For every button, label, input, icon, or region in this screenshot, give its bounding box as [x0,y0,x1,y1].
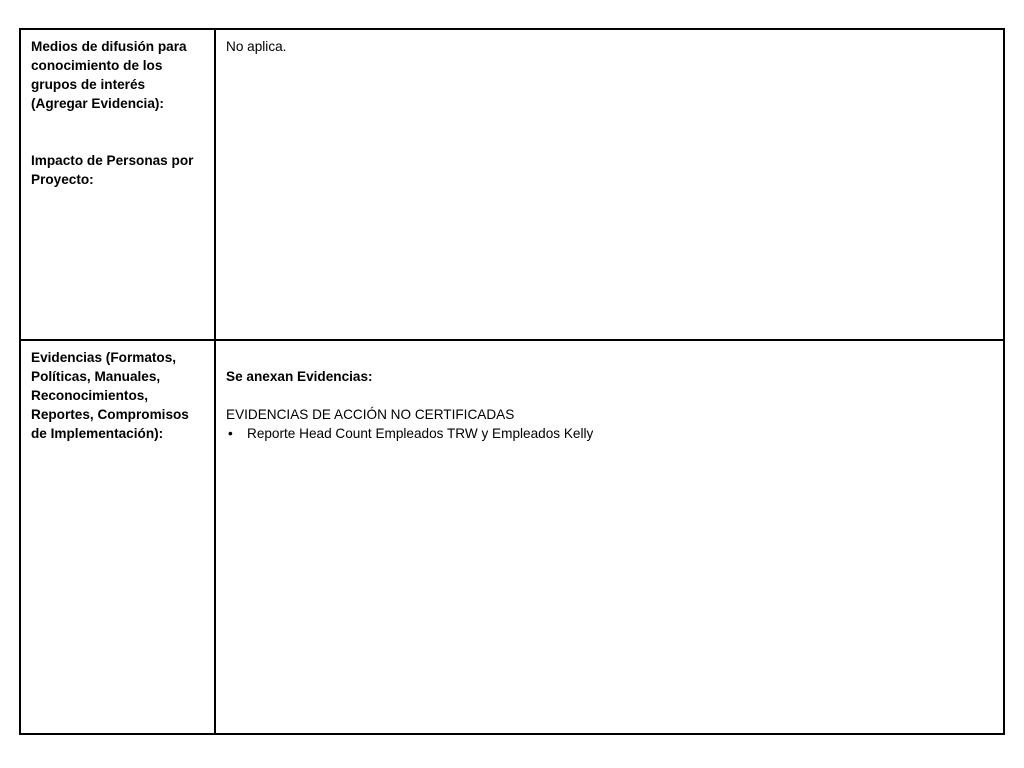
row1-label-cell [21,30,216,341]
evidencias-no-certificadas-heading: EVIDENCIAS DE ACCIÓN NO CERTIFICADAS [226,407,515,422]
se-anexan-heading: Se anexan Evidencias: [226,369,373,384]
row2-label-cell [21,341,216,733]
row2-value-cell [216,341,1003,733]
bullet-icon: • [228,426,233,441]
row1-value-cell [216,30,1003,341]
impacto-personas-label: Impacto de Personas por Proyecto: [31,153,194,187]
medios-difusion-label: Medios de difusión para conocimiento de los grupos de interés (Agregar Evidencia): [31,39,187,111]
evidencias-label: Evidencias (Formatos, Políticas, Manuales, Reconocimientos, Reportes, Compromisos de Implementación): [31,350,189,441]
bullet-text: Reporte Head Count Empleados TRW y Empleados Kelly [247,426,594,441]
bullet-list-item [226,424,993,443]
evidence-table [19,28,1005,735]
no-aplica-text: No aplica. [226,39,287,54]
